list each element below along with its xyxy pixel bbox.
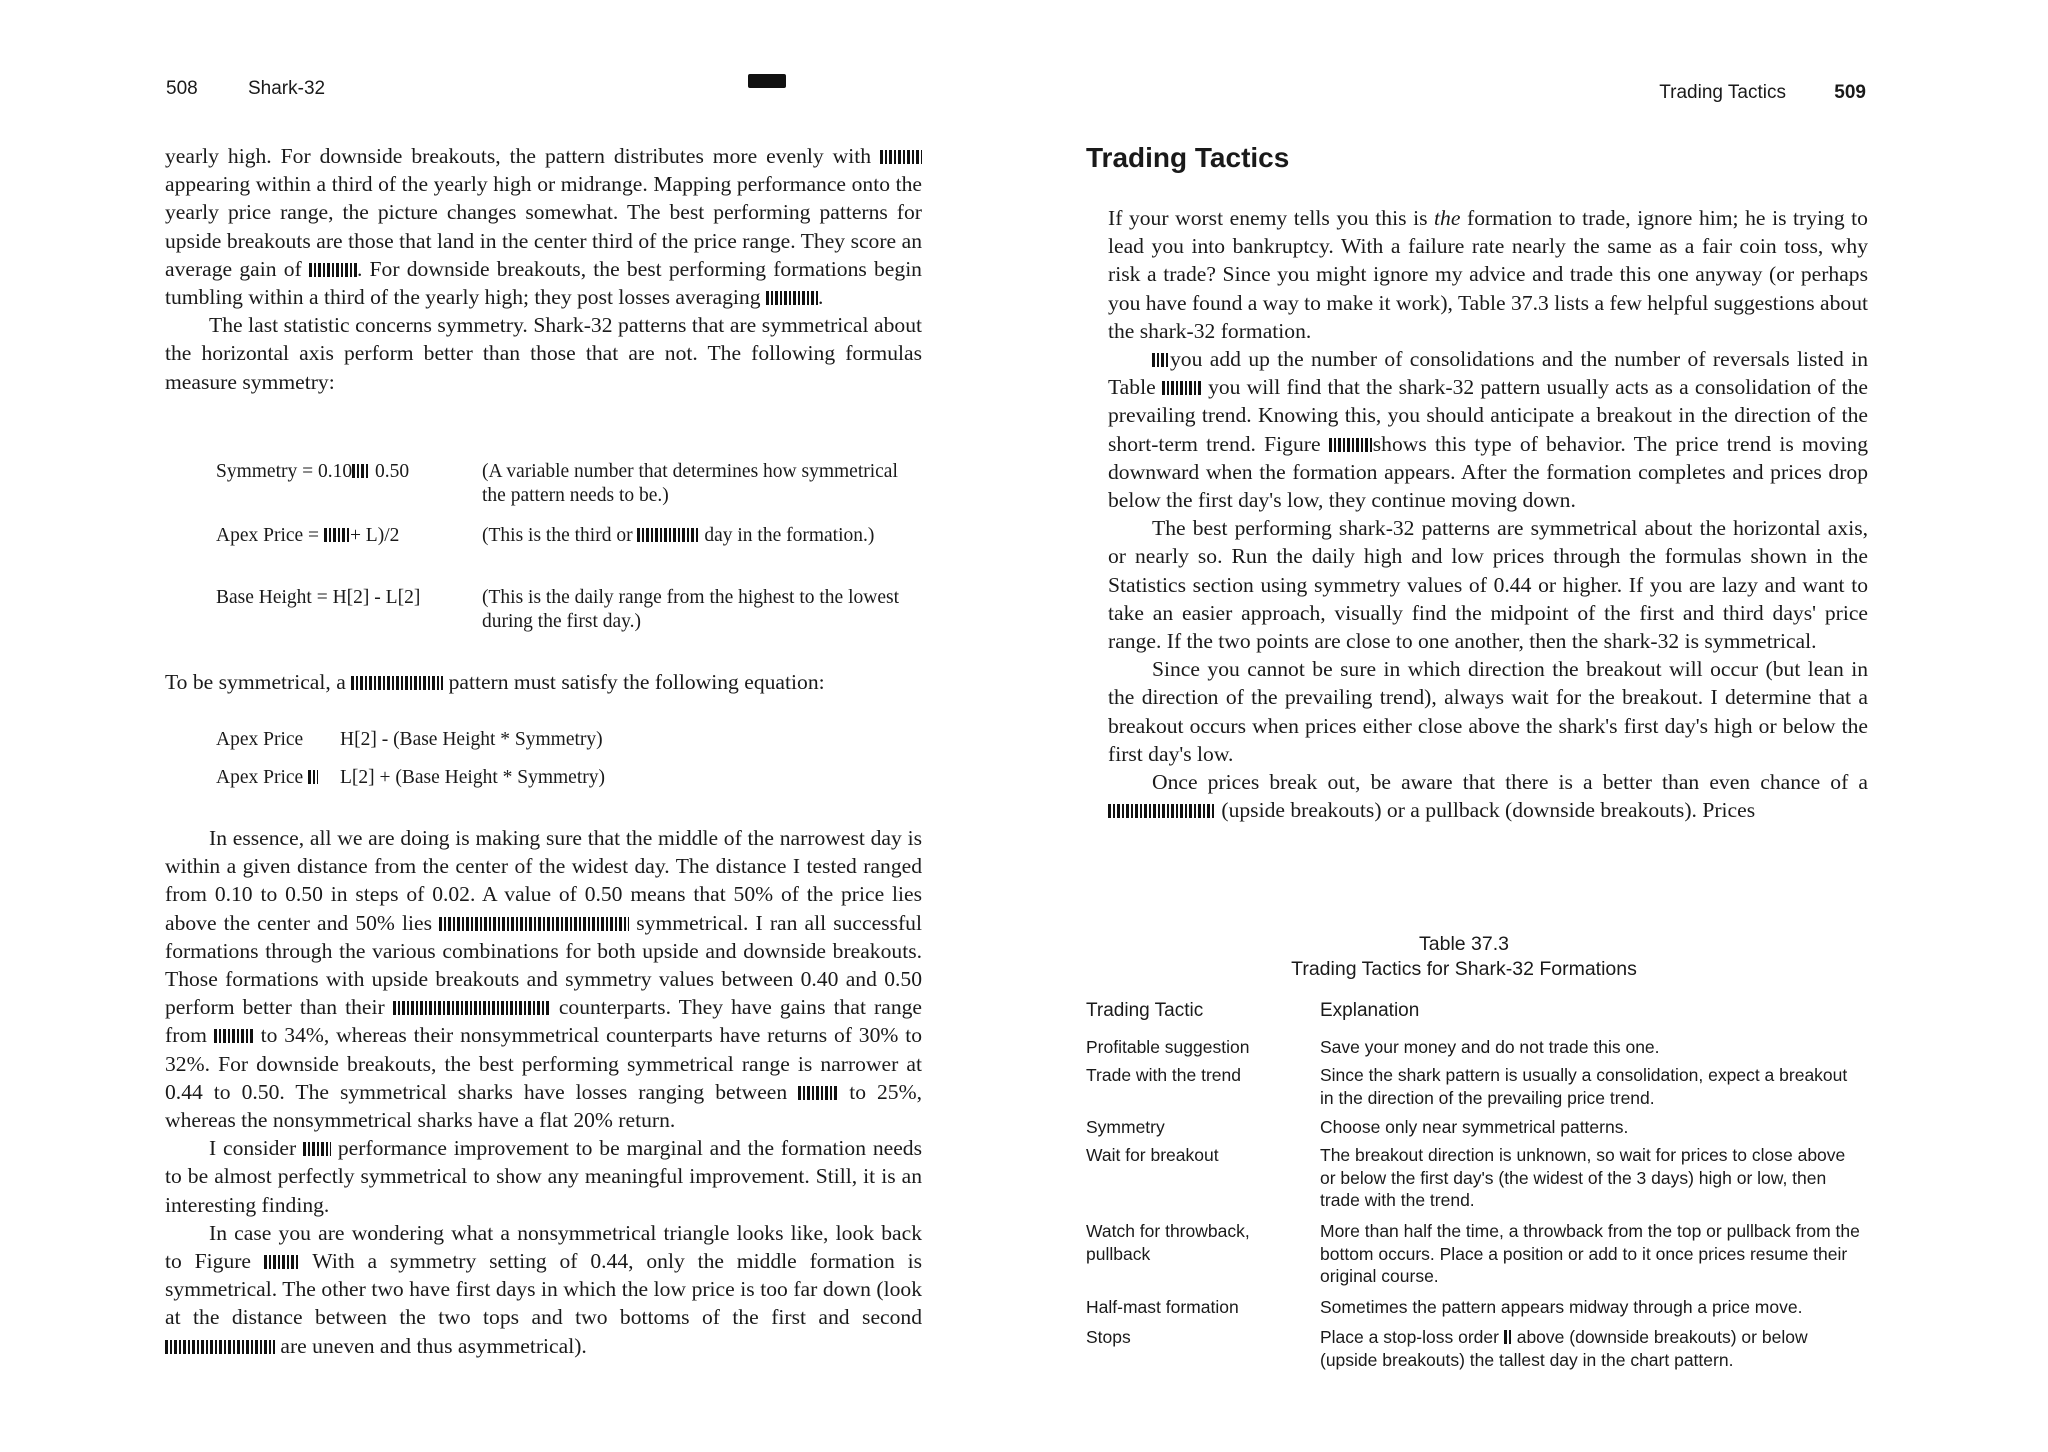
left-body-top xyxy=(165,142,922,396)
garbled-glyph xyxy=(766,291,818,305)
ink-blot xyxy=(748,74,786,88)
garbled-glyph xyxy=(880,150,922,164)
table-row-explanation: Save your money and do not trade this one. xyxy=(1320,1037,1660,1057)
formula-label: Apex Price = + L)/2 xyxy=(216,525,400,546)
equation-1-rhs: H[2] - (Base Height * Symmetry) xyxy=(340,729,603,750)
garbled-glyph xyxy=(1504,1330,1512,1344)
garbled-glyph xyxy=(303,1142,331,1156)
garbled-glyph xyxy=(393,1001,551,1015)
table-row-tactic: Watch for throwback, pullback xyxy=(1086,1221,1250,1264)
garbled-glyph xyxy=(165,1340,275,1354)
left-body-bottom xyxy=(165,824,922,1360)
table-row-explanation: Since the shark pattern is usually a consolidation, expect a breakout in the direction of the prevailing price trend. xyxy=(1320,1065,1848,1108)
table-row-explanation: Place a stop-loss order above (downside breakouts) or below (upside breakouts) the tallest day in the chart pattern. xyxy=(1320,1327,1808,1370)
table-row-tactic: Profitable suggestion xyxy=(1086,1037,1250,1057)
paragraph: you add up the number of consolidations and the number of reversals listed in Table you will find that the shark-32 pattern usually acts as a consolidation of the prevailing trend. Knowing this, you should anticipate a breakout in the direction of the short-term trend. Figure shows this type of behavior. The price trend is moving downward when the formation appears. After the formation completes and prices drop below the first day's low, they continue moving down. xyxy=(1108,347,1869,513)
formula-desc: (This is the third or day in the formation.) xyxy=(482,525,875,546)
table-row-explanation: The breakout direction is unknown, so wait for prices to close above or below the first day's (the widest of the 3 days) high or low, then trade with the trend. xyxy=(1320,1145,1846,1210)
paragraph: If your worst enemy tells you this is the formation to trade, ignore him; he is trying to lead you into bankruptcy. With a failure rate nearly the same as a fair coin toss, why risk a trade? Since you might ignore my advice and trade this one anyway (or perhaps you have found a way to make it work), Table 37.3 lists a few helpful suggestions about the shark-32 formation. xyxy=(1108,206,1868,343)
paragraph: The best performing shark-32 patterns are symmetrical about the horizontal axis, or nearly so. Run the daily high and low prices through the formulas shown in the Statistics section using symmetry values of 0.44 or higher. If you are lazy and want to take an easier approach, visually find the midpoint of the first and third days' price range. If the two points are close to one another, then the shark-32 is symmetrical. xyxy=(1108,516,1868,654)
page-number-left: 508 xyxy=(166,78,198,99)
table-row-tactic: Wait for breakout xyxy=(1086,1145,1219,1165)
garbled-glyph xyxy=(1162,381,1202,395)
table-header-tactic: Trading Tactic xyxy=(1086,1000,1204,1021)
equation-1-label: Apex Price xyxy=(216,729,304,750)
section-title: Trading Tactics xyxy=(1086,142,1290,173)
garbled-glyph xyxy=(309,263,357,277)
paragraph: I consider performance improvement to be marginal and the formation needs to be almost perfectly symmetrical to show any meaningful improvement. Still, it is an interesting finding. xyxy=(165,1136,923,1217)
garbled-glyph xyxy=(214,1029,254,1043)
page-number-right: 509 xyxy=(1834,82,1866,103)
garbled-glyph xyxy=(1329,438,1373,452)
paragraph: Since you cannot be sure in which direction the breakout will occur (but lean in the direction of the prevailing trend), always wait for the breakout. I determine that a breakout occurs when prices either close above the shark's first day's high or below the first day's low. xyxy=(1108,657,1868,766)
table-row-tactic: Symmetry xyxy=(1086,1117,1165,1137)
paragraph: Once prices break out, be aware that there is a better than even chance of a (upside breakouts) or a pullback (downside breakouts). Prices xyxy=(1108,768,1868,824)
formula-label: Symmetry = 0.10 0.50 xyxy=(216,461,410,482)
garbled-glyph xyxy=(439,917,629,931)
table-row-explanation: Sometimes the pattern appears midway through a price move. xyxy=(1320,1297,1803,1317)
table-caption-title: Trading Tactics for Shark-32 Formations xyxy=(1291,958,1637,980)
paragraph: To be symmetrical, a pattern must satisfy the following equation: xyxy=(165,670,825,694)
table-row-explanation: More than half the time, a throwback from the top or pullback from the bottom occurs. Place a position or add to it once prices resume their original course. xyxy=(1320,1221,1860,1286)
right-body xyxy=(1108,204,1868,824)
paragraph: In case you are wondering what a nonsymmetrical triangle looks like, look back to Figure With a symmetry setting of 0.44, only the middle formation is symmetrical. The other two have first days in which the low price is too far down (look at the distance between the two tops and two bottoms of the first and second are uneven and thus asymmetrical). xyxy=(165,1220,922,1358)
garbled-glyph xyxy=(637,528,699,542)
table-row-tactic: Half-mast formation xyxy=(1086,1297,1239,1317)
left-symmetry-intro xyxy=(165,668,922,696)
table-header-explanation: Explanation xyxy=(1320,1000,1420,1021)
garbled-glyph xyxy=(1108,804,1216,818)
garbled-glyph xyxy=(264,1255,300,1269)
formula-desc: (A variable number that determines how symmetrical the pattern needs to be.) xyxy=(482,461,898,506)
table-row-tactic: Stops xyxy=(1086,1327,1131,1347)
formula-label: Base Height = H[2] - L[2] xyxy=(216,587,421,608)
garbled-glyph xyxy=(798,1086,838,1100)
garbled-glyph xyxy=(324,528,350,542)
table-caption-number: Table 37.3 xyxy=(1419,933,1509,955)
running-head-right: Trading Tactics xyxy=(1659,82,1786,103)
garbled-glyph xyxy=(352,464,370,478)
garbled-glyph xyxy=(1152,353,1170,367)
paragraph: yearly high. For downside breakouts, the pattern distributes more evenly with appearing within a third of the yearly high or midrange. Mapping performance onto the yearly price range, the picture changes somewhat. The best performing patterns for upside breakouts are those that land in the center third of the price range. They score an average gain of . For downside breakouts, the best performing formations begin tumbling within a third of the yearly high; they post losses averaging . xyxy=(165,144,922,310)
equation-2-rhs: L[2] + (Base Height * Symmetry) xyxy=(340,767,605,788)
paragraph: In essence, all we are doing is making sure that the middle of the narrowest day is within a given distance from the center of the widest day. The distance I tested ranged from 0.10 to 0.50 in steps of 0.02. A value of 0.50 means that 50% of the price lies above the center and 50% lies symmetrical. I ran all successful formations through the various combinations for both upside and downside breakouts. Those formations with upside breakouts and symmetry values between 0.40 and 0.50 perform better than their counterparts. They have gains that range from to 34%, whereas their nonsymmetrical counterparts have returns of 30% to 32%. For downside breakouts, the best performing symmetrical range is narrower at 0.44 to 0.50. The symmetrical sharks have losses ranging between to 25%, whereas the nonsymmetrical sharks have a flat 20% return. xyxy=(165,826,922,1133)
equation-2-label: Apex Price xyxy=(216,766,318,790)
garbled-glyph xyxy=(308,770,318,784)
garbled-glyph xyxy=(351,676,443,690)
table-row-tactic: Trade with the trend xyxy=(1086,1065,1241,1085)
table-row-explanation: Choose only near symmetrical patterns. xyxy=(1320,1117,1629,1137)
paragraph: The last statistic concerns symmetry. Shark-32 patterns that are symmetrical about the horizontal axis perform better than those that are not. The following formulas measure symmetry: xyxy=(165,313,922,394)
formula-desc: (This is the daily range from the highest to the lowest during the first day.) xyxy=(482,587,899,632)
running-head-left: Shark-32 xyxy=(248,78,326,99)
